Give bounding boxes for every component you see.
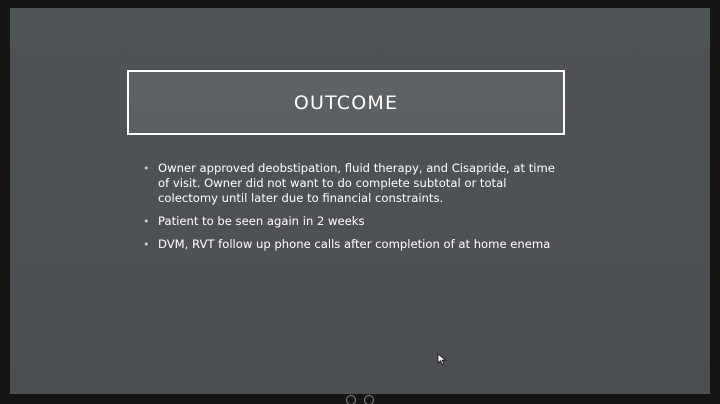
bullet-text: Owner approved deobstipation, fluid therapy, and Cisapride, at time of visit. Owner did not want to do complete subtotal or total colectomy until later due to financial constraints. bbox=[158, 161, 555, 205]
bullet-icon: • bbox=[143, 162, 150, 175]
bullet-item bbox=[143, 214, 563, 229]
slide-title: OUTCOME bbox=[293, 91, 399, 114]
bullet-item bbox=[143, 161, 563, 206]
playback-controls bbox=[300, 396, 420, 404]
bullet-icon: • bbox=[143, 238, 150, 251]
bullet-text: Patient to be seen again in 2 weeks bbox=[158, 214, 365, 228]
mouse-pointer-icon bbox=[437, 353, 447, 365]
bullet-icon: • bbox=[143, 215, 150, 228]
bullet-text: DVM, RVT follow up phone calls after completion of at home enema bbox=[158, 237, 551, 251]
bullet-list bbox=[143, 161, 563, 260]
bullet-item bbox=[143, 237, 563, 252]
title-box bbox=[127, 70, 565, 135]
next-slide-icon[interactable] bbox=[364, 395, 374, 404]
previous-slide-icon[interactable] bbox=[346, 395, 356, 404]
slide bbox=[10, 8, 710, 394]
